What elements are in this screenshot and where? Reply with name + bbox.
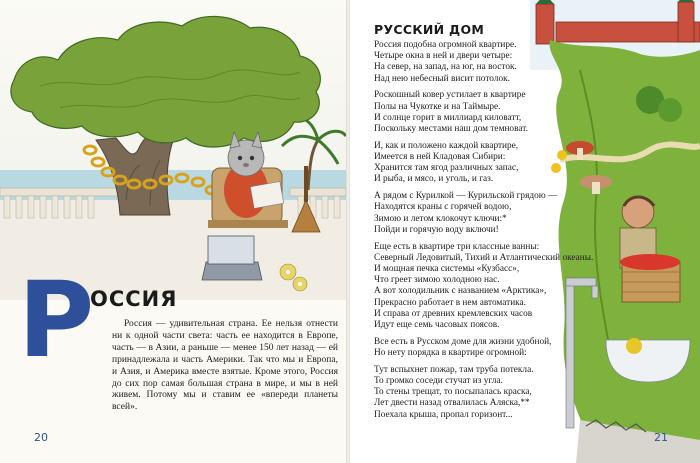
- poem-line: И рыба, и мясо, и уголь, и газ.: [374, 174, 494, 185]
- poem-line: А вот холодильник с названием «Арктика»,: [374, 286, 547, 297]
- russia-tree-cat-illustration: [0, 0, 346, 300]
- poem-line: И мощная печка системы «Кузбасс»,: [374, 264, 520, 275]
- stanza: [374, 241, 594, 332]
- poem-line: И, как и положено каждой квартире,: [374, 140, 519, 151]
- poem-line: Все есть в Русском доме для жизни удобной,: [374, 336, 552, 347]
- poem-line: Роскошный ковер устилает в квартире: [374, 90, 526, 101]
- stanza: [374, 191, 574, 236]
- poem-line: Пойди и горячую воду включи!: [374, 224, 499, 235]
- intro-paragraph: Россия — удивительная страна. Ее нельзя отнести ни к одной части света: часть ее находится в Европе, часть — в Азии, а раньше — менее 150 лет назад — ей принадлежала и часть Америки. Так что мы и Европа, и Азия, и Америка вместе взятые. Кроме этого, Россия до сих пор самая большая страна в мире, и мы в ней живем. Потому мы и ставим ее «впереди планеты всей».: [112, 319, 338, 413]
- poem-line: То стены трещат, то посыпалась краска,: [374, 387, 532, 398]
- poem-line: Поехала крыша, пропал горизонт...: [374, 409, 513, 420]
- poem-line: На север, на запад, на юг, на восток.: [374, 62, 517, 73]
- poem-title: РУССКИЙ ДОМ: [374, 22, 485, 37]
- page-number-right: 21: [654, 431, 668, 444]
- poem-line: Идут еще семь часовых поясов.: [374, 320, 500, 331]
- stanza: [374, 90, 574, 135]
- poem-line: Над нею небесный висит потолок.: [374, 73, 510, 84]
- poem-line: Россия подобна огромной квартире.: [374, 40, 517, 50]
- left-page: [0, 0, 346, 463]
- poem-line: Четыре окна в ней и двери четыре:: [374, 51, 513, 62]
- poem-line: А рядом с Курилкой — Курильской грядою —: [374, 191, 558, 202]
- poem-line: Что греет зимою холодною нас.: [374, 275, 500, 286]
- poem-line: И справа от древних кремлевских часов: [374, 308, 533, 319]
- poem-line: Северный Ледовитый, Тихий и Атлантический океаны.: [374, 252, 594, 263]
- chapter-title: ОССИЯ: [90, 287, 178, 311]
- poem-line: И солнце горит в миллиард киловатт,: [374, 112, 522, 123]
- stanza: [374, 40, 574, 85]
- drop-cap-letter: Р: [18, 259, 95, 381]
- poem-line: Находятся краны с горячей водою,: [374, 202, 512, 213]
- poem-body: [374, 40, 594, 426]
- poem-line: Но нету порядка в квартире огромной:: [374, 348, 527, 359]
- poem-line: Лет двести назад отвалилась Аляска,**: [374, 398, 530, 409]
- poem-line: Прекрасно работает в нем автоматика.: [374, 297, 526, 308]
- poem-line: Тут вспыхнет пожар, там труба потекла.: [374, 364, 534, 375]
- right-page: [350, 0, 700, 463]
- stanza: [374, 141, 574, 186]
- poem-line: Зимою и летом клокочут ключи:*: [374, 213, 507, 224]
- poem-line: Полы на Чукотке и на Таймыре.: [374, 101, 501, 112]
- stanza: [374, 337, 574, 359]
- poem-line: Поскольку местами наш дом темноват.: [374, 124, 528, 135]
- poem-line: Хранится там ягод различных запас,: [374, 163, 519, 174]
- stanza: [374, 365, 574, 421]
- poem-line: То громко соседи стучат из угла.: [374, 376, 503, 387]
- intro-text: [112, 319, 338, 414]
- poem-line: Еще есть в квартире три классные ванны:: [374, 241, 540, 252]
- page-number-left: 20: [34, 431, 48, 444]
- poem-line: Имеется в ней Кладовая Сибири:: [374, 152, 506, 163]
